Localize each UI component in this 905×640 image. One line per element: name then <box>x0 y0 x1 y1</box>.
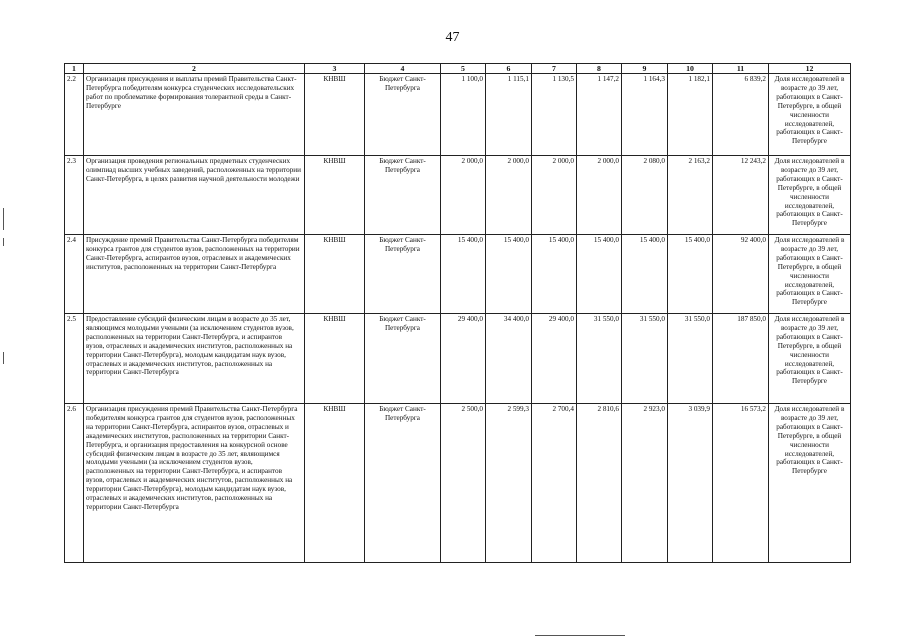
table-row <box>65 74 851 156</box>
activity-name: Организация присуждения и выплаты премий Правительства Санкт-Петербурга победителям конкурса студенческих исследовательских работ по проблематике формирования толерантной среды в Санкт-Петербурге <box>84 74 305 156</box>
value-cell: 2 700,4 <box>532 404 577 563</box>
value-cell: 15 400,0 <box>486 235 532 314</box>
table-row <box>65 235 851 314</box>
value-cell: 15 400,0 <box>441 235 486 314</box>
scan-edge-mark <box>3 238 4 246</box>
executor: КНВШ <box>305 404 365 563</box>
program-activities-table <box>64 63 851 563</box>
header-cell: 3 <box>305 64 365 74</box>
executor: КНВШ <box>305 156 365 235</box>
header-cell: 1 <box>65 64 84 74</box>
value-cell: 15 400,0 <box>668 235 713 314</box>
value-cell: 2 000,0 <box>577 156 622 235</box>
activity-name: Предоставление субсидий физическим лицам в возрасте до 35 лет, являющимся молодыми учеными (за исключением студентов вузов, расположенных на территории Санкт-Петербурга, и аспирантов вузов, отраслевых и академических институтов, расположенных на территории Санкт-Петербурга), молодым кандидатам наук вузов, отраслевых и академических институтов, расположенных на территории Санкт-Петербурга <box>84 314 305 404</box>
indicator-cell: Доля исследователей в возрасте до 39 лет, работающих в Санкт-Петербурге, в общей численности исследователей, работающих в Санкт-Петербурге <box>769 235 851 314</box>
executor: КНВШ <box>305 74 365 156</box>
value-cell: 34 400,0 <box>486 314 532 404</box>
row-number: 2.6 <box>65 404 84 563</box>
indicator-cell: Доля исследователей в возрасте до 39 лет, работающих в Санкт-Петербурге, в общей численности исследователей, работающих в Санкт-Петербурге <box>769 156 851 235</box>
funding-source: Бюджет Санкт-Петербурга <box>365 404 441 563</box>
value-cell: 1 147,2 <box>577 74 622 156</box>
row-number: 2.2 <box>65 74 84 156</box>
header-cell: 4 <box>365 64 441 74</box>
value-cell: 1 100,0 <box>441 74 486 156</box>
value-cell: 1 115,1 <box>486 74 532 156</box>
funding-source: Бюджет Санкт-Петербурга <box>365 156 441 235</box>
header-cell: 10 <box>668 64 713 74</box>
table-header-row <box>65 64 851 74</box>
activity-name: Организация проведения региональных предметных студенческих олимпиад высших учебных заведений, расположенных на территории Санкт-Петербурга, в целях развития научной деятельности молодежи <box>84 156 305 235</box>
row-number: 2.3 <box>65 156 84 235</box>
total-cell: 187 850,0 <box>713 314 769 404</box>
header-cell: 11 <box>713 64 769 74</box>
table-row <box>65 156 851 235</box>
indicator-cell: Доля исследователей в возрасте до 39 лет, работающих в Санкт-Петербурге, в общей численности исследователей, работающих в Санкт-Петербурге <box>769 74 851 156</box>
value-cell: 29 400,0 <box>532 314 577 404</box>
value-cell: 15 400,0 <box>622 235 668 314</box>
value-cell: 1 182,1 <box>668 74 713 156</box>
value-cell: 2 599,3 <box>486 404 532 563</box>
indicator-cell: Доля исследователей в возрасте до 39 лет, работающих в Санкт-Петербурге, в общей численности исследователей, работающих в Санкт-Петербурге <box>769 314 851 404</box>
value-cell: 2 923,0 <box>622 404 668 563</box>
scan-edge-mark <box>3 352 4 364</box>
value-cell: 3 039,9 <box>668 404 713 563</box>
value-cell: 31 550,0 <box>577 314 622 404</box>
value-cell: 15 400,0 <box>577 235 622 314</box>
activity-name: Присуждение премий Правительства Санкт-Петербурга победителям конкурса грантов для студентов вузов, расположенных на территории Санкт-Петербурга, аспирантов вузов, отраслевых и академических институтов, расположенных на территории Санкт-Петербурга <box>84 235 305 314</box>
total-cell: 16 573,2 <box>713 404 769 563</box>
value-cell: 2 080,0 <box>622 156 668 235</box>
funding-source: Бюджет Санкт-Петербурга <box>365 314 441 404</box>
total-cell: 12 243,2 <box>713 156 769 235</box>
table-row <box>65 404 851 563</box>
value-cell: 2 000,0 <box>532 156 577 235</box>
funding-source: Бюджет Санкт-Петербурга <box>365 74 441 156</box>
row-number: 2.4 <box>65 235 84 314</box>
scan-edge-mark <box>3 208 4 230</box>
value-cell: 31 550,0 <box>622 314 668 404</box>
header-cell: 8 <box>577 64 622 74</box>
funding-source: Бюджет Санкт-Петербурга <box>365 235 441 314</box>
scan-edge-mark <box>535 635 625 636</box>
value-cell: 1 130,5 <box>532 74 577 156</box>
value-cell: 15 400,0 <box>532 235 577 314</box>
row-number: 2.5 <box>65 314 84 404</box>
executor: КНВШ <box>305 235 365 314</box>
header-cell: 6 <box>486 64 532 74</box>
total-cell: 92 400,0 <box>713 235 769 314</box>
value-cell: 2 163,2 <box>668 156 713 235</box>
value-cell: 2 810,6 <box>577 404 622 563</box>
header-cell: 5 <box>441 64 486 74</box>
header-cell: 12 <box>769 64 851 74</box>
value-cell: 1 164,3 <box>622 74 668 156</box>
header-cell: 2 <box>84 64 305 74</box>
header-cell: 9 <box>622 64 668 74</box>
activity-name: Организация присуждения премий Правительства Санкт-Петербурга победителям конкурса грантов для студентов вузов, расположенных на территории Санкт-Петербурга, аспирантов вузов, отраслевых и академических институтов, расположенных на территории Санкт-Петербурга, и организация предоставления на конкурсной основе субсидий физическим лицам в возрасте до 35 лет, являющимся молодыми учеными (за исключением студентов вузов, расположенных на территории Санкт-Петербурга, и аспирантов вузов, отраслевых и академических институтов, расположенных на территории Санкт-Петербурга), молодым кандидатам наук вузов, отраслевых и академических институтов, расположенных на территории Санкт-Петербурга <box>84 404 305 563</box>
page-number: 47 <box>445 30 460 45</box>
table-row <box>65 314 851 404</box>
value-cell: 2 000,0 <box>486 156 532 235</box>
total-cell: 6 839,2 <box>713 74 769 156</box>
value-cell: 31 550,0 <box>668 314 713 404</box>
value-cell: 29 400,0 <box>441 314 486 404</box>
value-cell: 2 500,0 <box>441 404 486 563</box>
indicator-cell: Доля исследователей в возрасте до 39 лет, работающих в Санкт-Петербурге, в общей численности исследователей, работающих в Санкт-Петербурге <box>769 404 851 563</box>
executor: КНВШ <box>305 314 365 404</box>
value-cell: 2 000,0 <box>441 156 486 235</box>
header-cell: 7 <box>532 64 577 74</box>
